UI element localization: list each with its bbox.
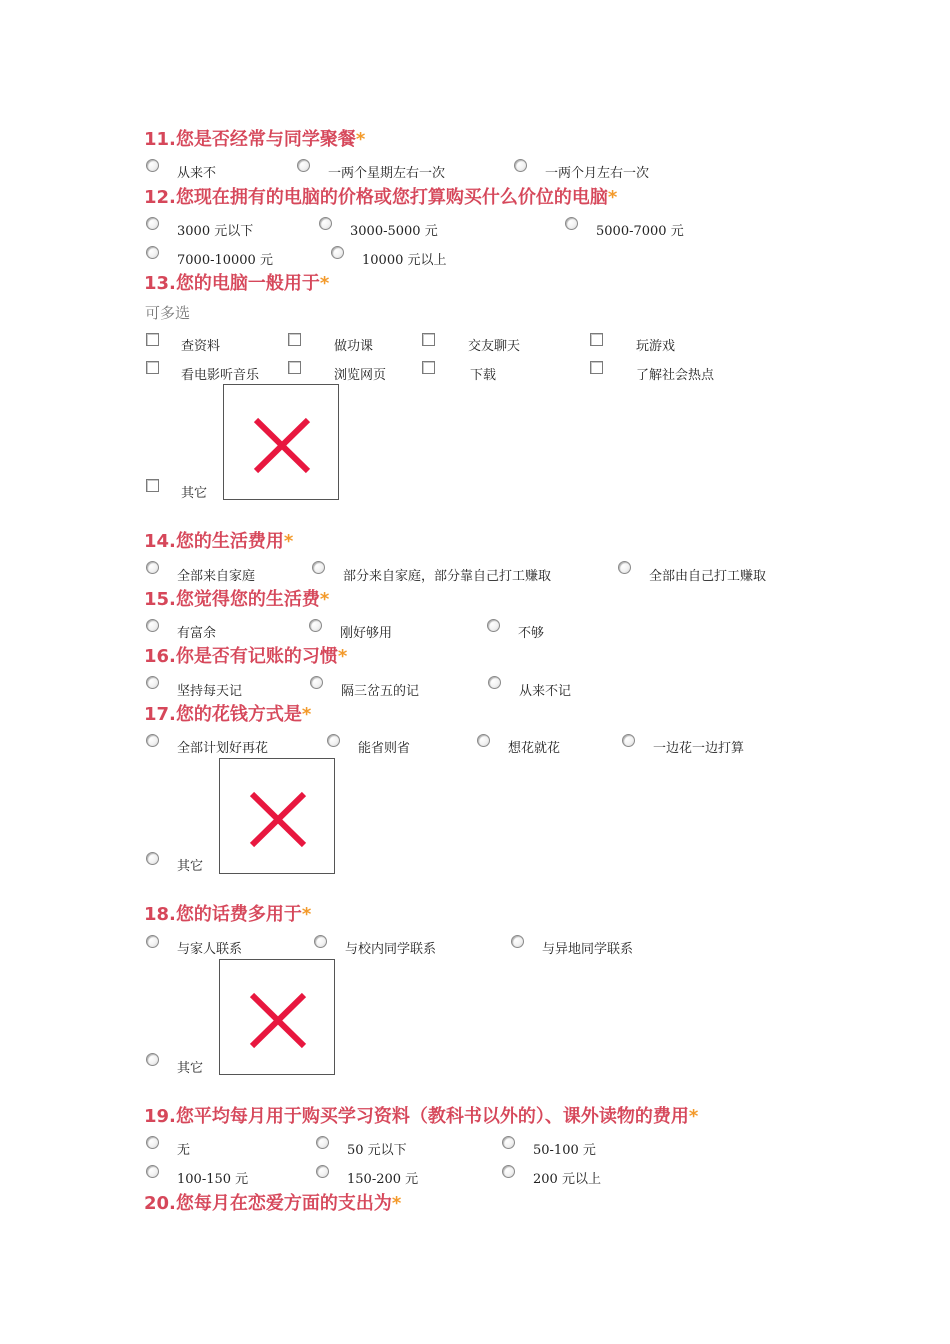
broken-image-icon [219, 758, 335, 874]
option-label: 与异地同学联系 [542, 942, 634, 957]
question-18-title: 18.您的话费多用于* [144, 904, 312, 925]
radio-button-icon[interactable] [331, 246, 344, 259]
radio-button-icon[interactable] [146, 217, 159, 230]
option-label: 下载 [470, 368, 497, 383]
option-label: 10000 元以上 [362, 253, 447, 268]
radio-button-icon[interactable] [477, 734, 490, 747]
option-label: 从来不 [177, 166, 217, 181]
radio-button-icon[interactable] [146, 246, 159, 259]
option-label: 从来不记 [519, 684, 572, 699]
checkbox-icon[interactable] [146, 333, 159, 346]
radio-button-icon[interactable] [514, 159, 527, 172]
checkbox-icon[interactable] [590, 333, 603, 346]
radio-button-icon[interactable] [146, 1165, 159, 1178]
radio-button-icon[interactable] [622, 734, 635, 747]
option-label: 50-100 元 [533, 1143, 596, 1158]
radio-button-icon[interactable] [565, 217, 578, 230]
option-label: 7000-10000 元 [177, 253, 273, 268]
question-17-title: 17.您的花钱方式是* [144, 704, 312, 725]
radio-button-icon[interactable] [309, 619, 322, 632]
question-16-title: 16.你是否有记账的习惯* [144, 646, 348, 667]
question-13-title: 13.您的电脑一般用于* [144, 273, 330, 294]
broken-image-icon [219, 959, 335, 1075]
radio-button-icon[interactable] [146, 159, 159, 172]
radio-button-icon[interactable] [146, 734, 159, 747]
question-12-title: 12.您现在拥有的电脑的价格或您打算购买什么价位的电脑* [144, 187, 618, 208]
question-11-title: 11.您是否经常与同学聚餐* [144, 129, 366, 150]
option-label: 查资料 [181, 339, 221, 354]
option-label: 与家人联系 [177, 942, 243, 957]
radio-button-icon[interactable] [316, 1165, 329, 1178]
checkbox-icon[interactable] [288, 333, 301, 346]
option-label: 部分来自家庭，部分靠自己打工赚取 [343, 569, 552, 584]
radio-button-icon[interactable] [316, 1136, 329, 1149]
checkbox-icon[interactable] [288, 361, 301, 374]
radio-button-icon[interactable] [314, 935, 327, 948]
radio-button-icon[interactable] [488, 676, 501, 689]
option-label: 全部计划好再花 [177, 741, 269, 756]
radio-button-icon[interactable] [146, 935, 159, 948]
option-label: 5000-7000 元 [596, 224, 684, 239]
checkbox-icon[interactable] [146, 361, 159, 374]
option-label: 一边花一边打算 [653, 741, 745, 756]
option-label: 玩游戏 [636, 339, 676, 354]
option-label: 150-200 元 [347, 1172, 419, 1187]
checkbox-icon[interactable] [146, 479, 159, 492]
option-label: 无 [177, 1143, 191, 1158]
option-label: 了解社会热点 [636, 368, 715, 383]
option-label: 与校内同学联系 [345, 942, 437, 957]
checkbox-icon[interactable] [422, 333, 435, 346]
radio-button-icon[interactable] [146, 1053, 159, 1066]
option-label: 交友聊天 [468, 339, 521, 354]
radio-button-icon[interactable] [319, 217, 332, 230]
option-label: 全部由自己打工赚取 [649, 569, 767, 584]
option-label: 其它 [177, 859, 204, 874]
radio-button-icon[interactable] [310, 676, 323, 689]
radio-button-icon[interactable] [618, 561, 631, 574]
radio-button-icon[interactable] [312, 561, 325, 574]
option-label: 3000-5000 元 [350, 224, 438, 239]
option-label: 100-150 元 [177, 1172, 249, 1187]
option-label: 坚持每天记 [177, 684, 243, 699]
radio-button-icon[interactable] [511, 935, 524, 948]
radio-button-icon[interactable] [502, 1165, 515, 1178]
radio-button-icon[interactable] [146, 852, 159, 865]
multi-select-hint: 可多选 [145, 304, 191, 322]
option-label: 一两个月左右一次 [545, 166, 650, 181]
question-20-title: 20.您每月在恋爱方面的支出为* [144, 1193, 402, 1214]
option-label: 其它 [177, 1061, 204, 1076]
broken-image-icon [223, 384, 339, 500]
question-14-title: 14.您的生活费用* [144, 531, 294, 552]
question-15-title: 15.您觉得您的生活费* [144, 589, 330, 610]
option-label: 全部来自家庭 [177, 569, 256, 584]
radio-button-icon[interactable] [327, 734, 340, 747]
radio-button-icon[interactable] [146, 676, 159, 689]
option-label: 其它 [181, 486, 208, 501]
option-label: 200 元以上 [533, 1172, 601, 1187]
radio-button-icon[interactable] [146, 561, 159, 574]
checkbox-icon[interactable] [590, 361, 603, 374]
question-19-title: 19.您平均每月用于购买学习资料（教科书以外的）、课外读物的费用* [144, 1106, 699, 1127]
option-label: 能省则省 [358, 741, 411, 756]
radio-button-icon[interactable] [502, 1136, 515, 1149]
option-label: 不够 [518, 626, 545, 641]
option-label: 50 元以下 [347, 1143, 407, 1158]
option-label: 想花就花 [508, 741, 561, 756]
radio-button-icon[interactable] [487, 619, 500, 632]
option-label: 刚好够用 [340, 626, 393, 641]
option-label: 一两个星期左右一次 [328, 166, 446, 181]
option-label: 看电影听音乐 [181, 368, 260, 383]
option-label: 3000 元以下 [177, 224, 254, 239]
radio-button-icon[interactable] [146, 1136, 159, 1149]
option-label: 浏览网页 [334, 368, 387, 383]
option-label: 有富余 [177, 626, 217, 641]
checkbox-icon[interactable] [422, 361, 435, 374]
radio-button-icon[interactable] [297, 159, 310, 172]
radio-button-icon[interactable] [146, 619, 159, 632]
option-label: 隔三岔五的记 [341, 684, 420, 699]
option-label: 做功课 [334, 339, 374, 354]
